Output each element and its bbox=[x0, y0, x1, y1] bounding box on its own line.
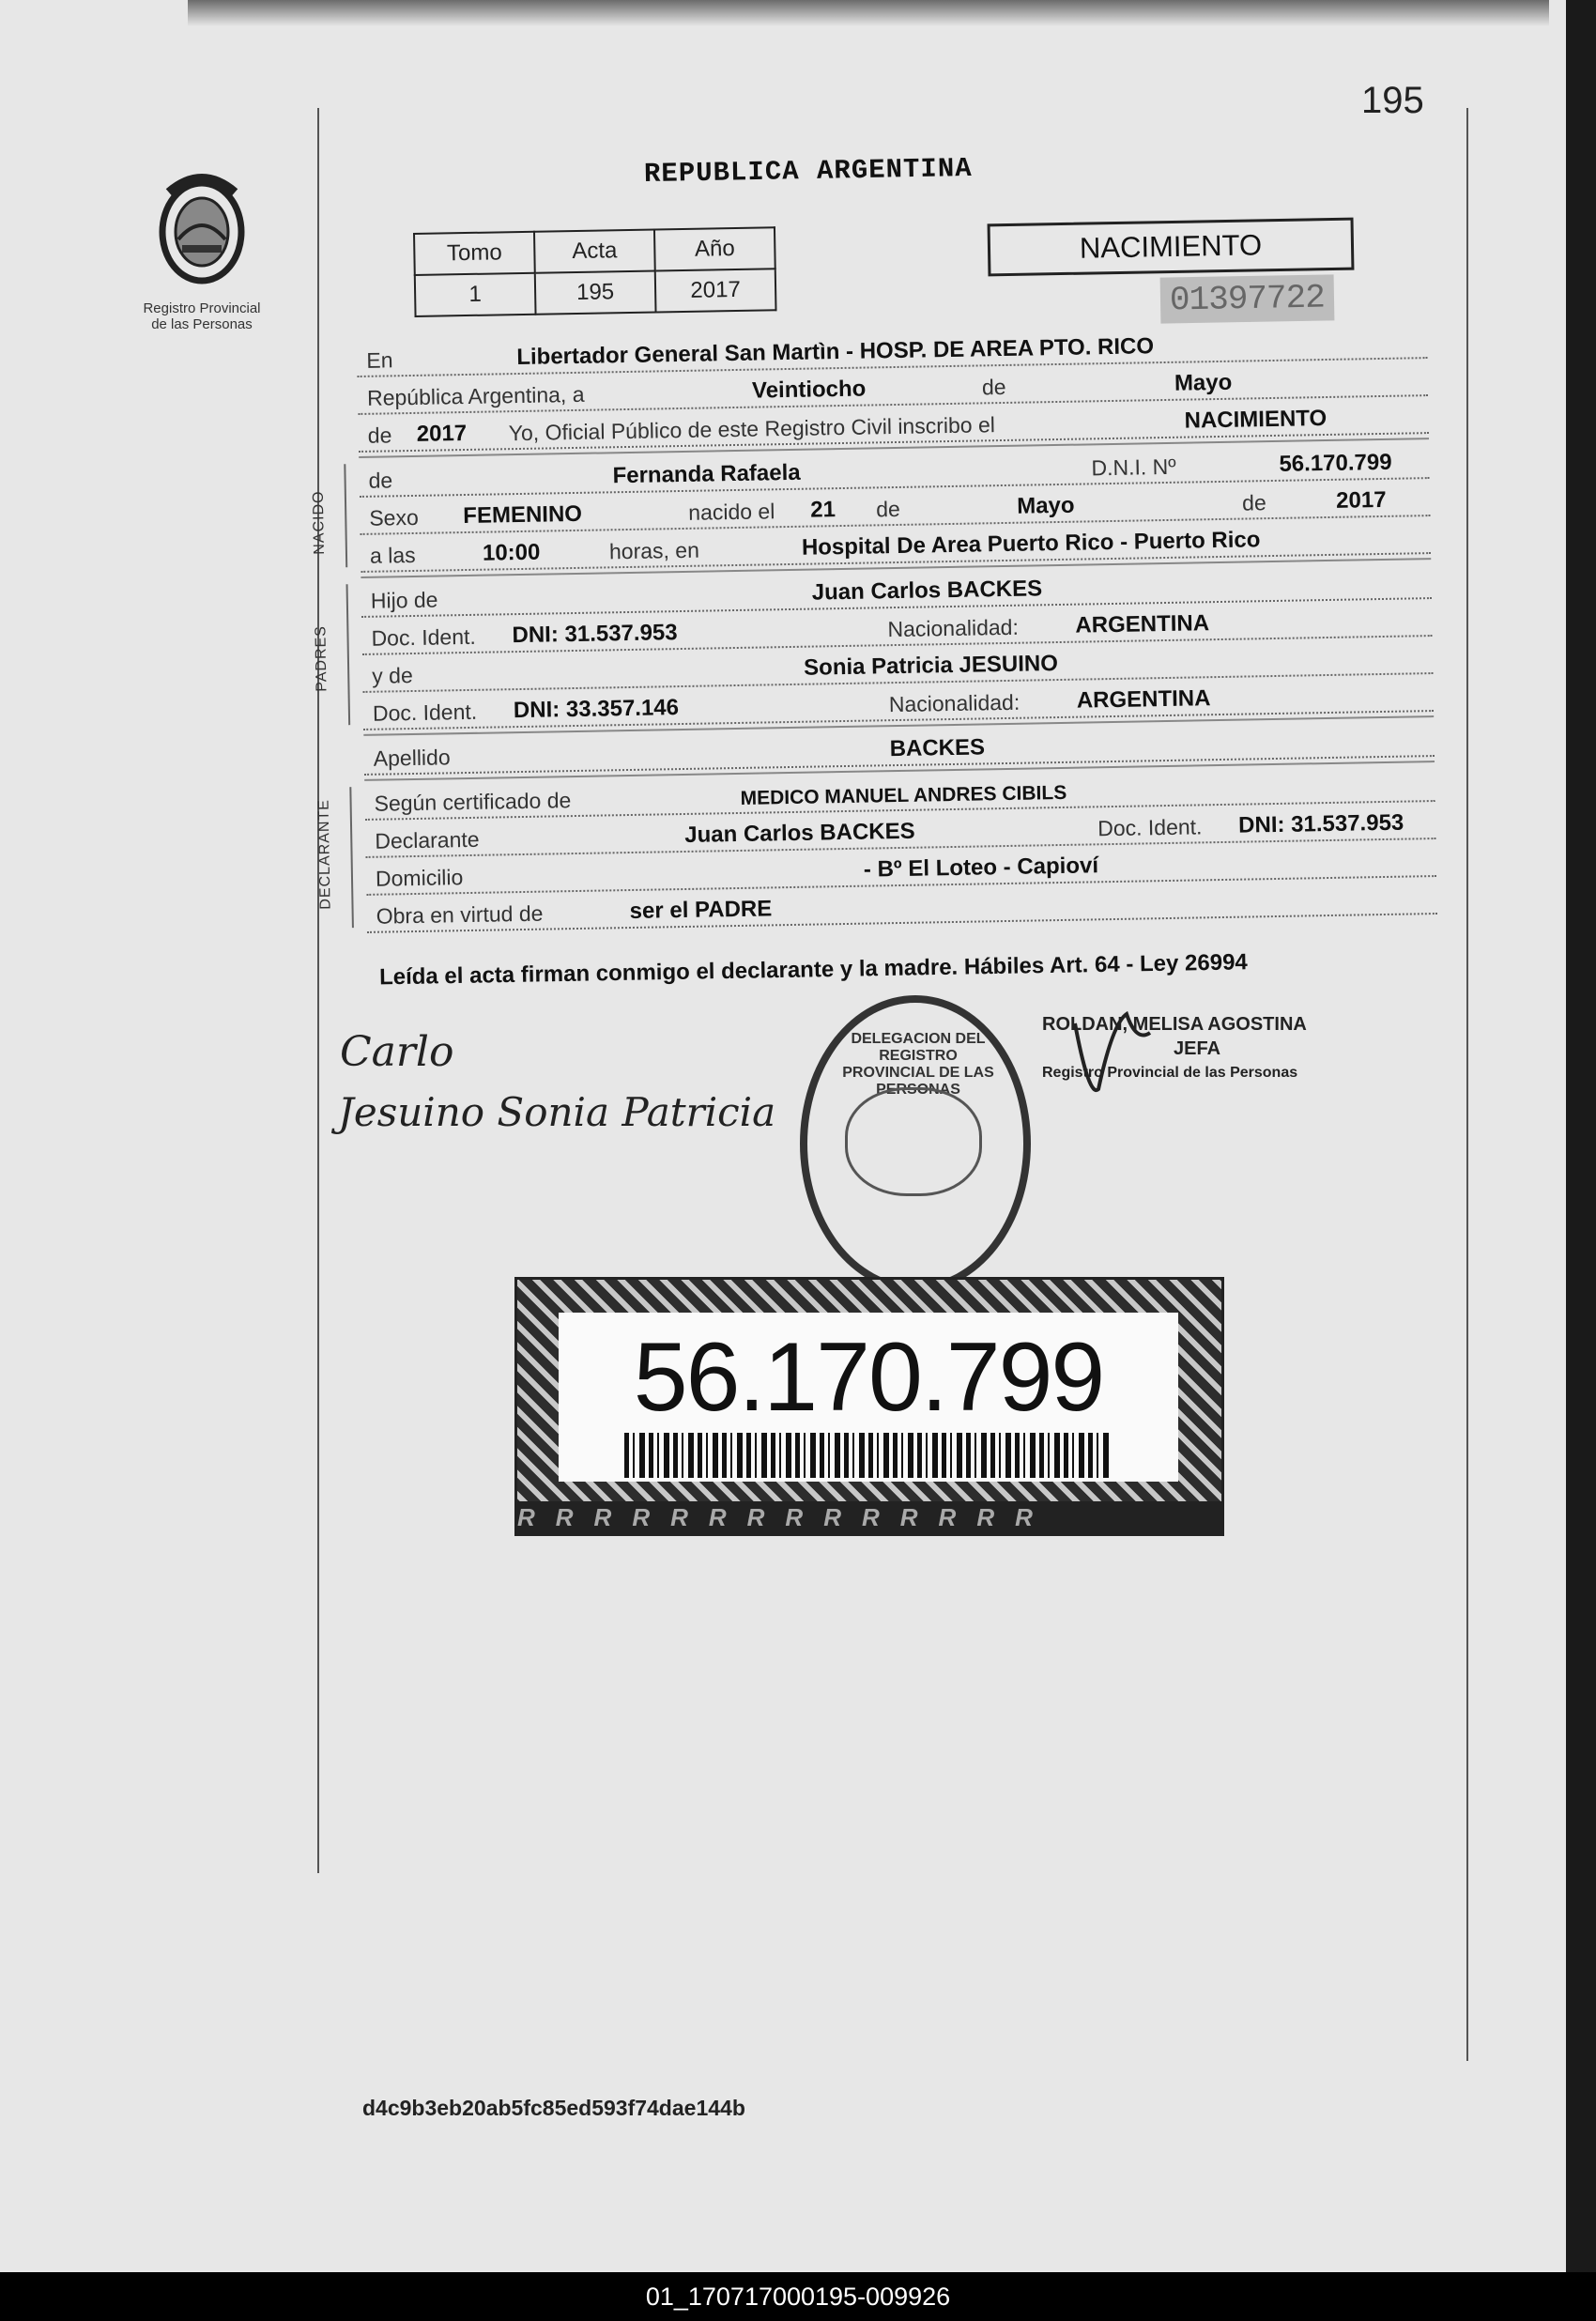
obra-value: ser el PADRE bbox=[629, 896, 773, 925]
tomo-value: 1 bbox=[415, 273, 536, 316]
child-dni: 56.170.799 bbox=[1279, 449, 1392, 477]
de-label: de bbox=[981, 374, 1006, 400]
father-doc: DNI: 31.537.953 bbox=[512, 620, 678, 649]
ano-value: 2017 bbox=[655, 269, 776, 312]
nacido-section bbox=[310, 441, 1431, 573]
declarante-section bbox=[315, 764, 1437, 933]
sexo-label: Sexo bbox=[369, 504, 419, 530]
id-barcode-label bbox=[514, 1277, 1224, 1536]
birth-year: 2017 bbox=[1335, 486, 1387, 514]
section-bar bbox=[349, 787, 354, 928]
birth-month: Mayo bbox=[1016, 492, 1075, 519]
y-de-label: y de bbox=[372, 663, 413, 688]
father-nat-label: Nacionalidad: bbox=[887, 614, 1020, 642]
obra-label: Obra en virtud de bbox=[376, 900, 544, 929]
acta-value: 195 bbox=[535, 271, 656, 315]
left-margin-line bbox=[317, 108, 319, 1873]
act-table bbox=[413, 226, 777, 317]
official-name: ROLDAN, MELISA AGOSTINA bbox=[1042, 1014, 1307, 1035]
section-bar bbox=[344, 464, 347, 567]
certificado-value: MEDICO MANUEL ANDRES CIBILS bbox=[740, 781, 1067, 809]
father-name: Juan Carlos BACKES bbox=[811, 576, 1043, 606]
apellido-label: Apellido bbox=[373, 745, 451, 771]
mother-doc: DNI: 33.357.146 bbox=[513, 695, 680, 724]
barcode-bars bbox=[624, 1433, 1113, 1478]
mother-nat-label: Nacionalidad: bbox=[888, 689, 1021, 717]
serial-number: 01397722 bbox=[1160, 274, 1335, 323]
hijo-de-label: Hijo de bbox=[370, 587, 438, 613]
declarante-section-label: DECLARANTE bbox=[315, 798, 334, 910]
record-type-box: NACIMIENTO bbox=[988, 218, 1355, 277]
en-value: Libertador General San Martìn - HOSP. DE AREA PTO. RICO bbox=[516, 333, 1155, 371]
document-title: REPUBLICA ARGENTINA bbox=[643, 152, 973, 191]
registry-stamp bbox=[800, 995, 1031, 1292]
year-de-label: de bbox=[367, 423, 392, 448]
section-bar bbox=[346, 584, 351, 725]
official-title: JEFA bbox=[1174, 1038, 1221, 1059]
yo-label: Yo, Oficial Público de este Registro Civil inscribo el bbox=[508, 412, 996, 446]
logo-label-line2: de las Personas bbox=[151, 316, 253, 332]
scan-footer-id: 01_170717000195-009926 bbox=[0, 2272, 1596, 2321]
day-words: Veintiocho bbox=[751, 376, 867, 404]
father-signature: Carlo bbox=[340, 1028, 454, 1076]
father-doc-label: Doc. Ident. bbox=[371, 623, 476, 651]
horas-en-label: horas, en bbox=[608, 537, 700, 564]
official-office: Registro Provincial de las Personas bbox=[1042, 1065, 1298, 1081]
nacido-el-label: nacido el bbox=[688, 499, 775, 525]
birth-record-form bbox=[310, 321, 1437, 933]
document-hash: d4c9b3eb20ab5fc85ed593f74dae144b bbox=[362, 2096, 745, 2120]
acta-header: Acta bbox=[534, 230, 655, 273]
dni-label: D.N.I. Nº bbox=[1091, 453, 1176, 481]
mother-name: Sonia Patricia JESUINO bbox=[803, 651, 1059, 681]
birth-de-label2: de bbox=[1241, 490, 1266, 515]
en-label: En bbox=[366, 347, 393, 373]
child-name: Fernanda Rafaela bbox=[612, 459, 801, 489]
provincial-seal-icon bbox=[150, 164, 253, 296]
declarante-doc: DNI: 31.537.953 bbox=[1237, 809, 1404, 838]
mother-doc-label: Doc. Ident. bbox=[372, 699, 478, 726]
logo-label-line1: Registro Provincial bbox=[143, 300, 261, 316]
segun-label: Según certificado de bbox=[374, 788, 572, 816]
birth-time: 10:00 bbox=[482, 539, 541, 566]
sexo-value: FEMENINO bbox=[463, 500, 583, 530]
tomo-header: Tomo bbox=[414, 232, 535, 275]
declarante-doc-label: Doc. Ident. bbox=[1097, 814, 1203, 841]
official-signature-mark bbox=[1070, 1005, 1155, 1108]
page-number: 195 bbox=[1361, 80, 1424, 121]
domicilio-label: Domicilio bbox=[375, 865, 464, 891]
legal-text: Leída el acta firman conmigo el declarante y la madre. Hábiles Art. 64 - Ley 26994 bbox=[378, 949, 1249, 991]
nacido-section-label: NACIDO bbox=[310, 490, 328, 555]
barcode-panel bbox=[559, 1313, 1178, 1482]
barcode-strip: RRRRRRRRRRRRRR bbox=[517, 1501, 1221, 1533]
declarante-label: Declarante bbox=[375, 826, 480, 853]
declarante-name: Juan Carlos BACKES bbox=[684, 818, 915, 848]
padres-section-label: PADRES bbox=[313, 624, 330, 692]
apellido-value: BACKES bbox=[889, 734, 986, 762]
birth-place: Hospital De Area Puerto Rico - Puerto Rico bbox=[801, 527, 1261, 561]
inscribo-value: NACIMIENTO bbox=[1184, 405, 1327, 434]
mother-nationality: ARGENTINA bbox=[1076, 685, 1211, 714]
birth-de-label: de bbox=[876, 496, 901, 522]
father-nationality: ARGENTINA bbox=[1075, 610, 1210, 638]
padres-section bbox=[313, 561, 1434, 730]
birth-day: 21 bbox=[809, 497, 836, 523]
stamp-emblem-icon bbox=[845, 1087, 982, 1196]
mother-signature: Jesuino Sonia Patricia bbox=[338, 1089, 776, 1135]
right-margin-line bbox=[1466, 108, 1468, 2061]
a-las-label: a las bbox=[369, 542, 416, 568]
barcode-number: 56.170.799 bbox=[633, 1323, 1104, 1432]
name-de-label: de bbox=[368, 468, 393, 493]
ano-header: Año bbox=[654, 227, 775, 270]
provincial-logo bbox=[127, 164, 277, 332]
month: Mayo bbox=[1174, 369, 1233, 396]
year: 2017 bbox=[416, 420, 468, 447]
stamp-text: DELEGACION DEL REGISTRO PROVINCIAL DE LAS PERSONAS bbox=[842, 1031, 994, 1098]
scan-shadow bbox=[188, 0, 1549, 26]
domicilio-value: - Bº El Loteo - Capioví bbox=[863, 853, 1099, 883]
republica-label: República Argentina, a bbox=[366, 381, 585, 410]
